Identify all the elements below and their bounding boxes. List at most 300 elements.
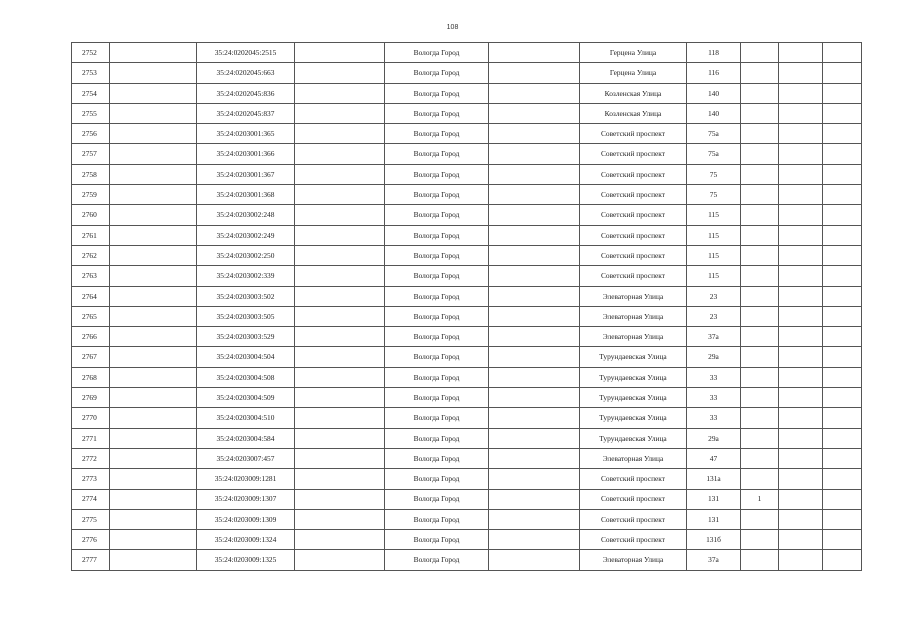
extra-cell bbox=[741, 530, 779, 550]
cadastral-number-cell: 35:24:0203002:250 bbox=[197, 245, 295, 265]
row-number-cell: 2763 bbox=[72, 266, 110, 286]
empty-cell bbox=[779, 286, 823, 306]
extra-cell bbox=[741, 164, 779, 184]
street-cell: Советский проспект bbox=[580, 266, 687, 286]
empty-cell bbox=[823, 205, 862, 225]
table-row bbox=[72, 164, 862, 184]
empty-cell bbox=[295, 367, 385, 387]
registry-table-body bbox=[72, 43, 862, 571]
table-row bbox=[72, 83, 862, 103]
empty-cell bbox=[489, 124, 580, 144]
house-number-cell: 75а bbox=[687, 144, 741, 164]
cadastral-number-cell: 35:24:0203009:1325 bbox=[197, 550, 295, 570]
empty-cell bbox=[489, 266, 580, 286]
extra-cell: 1 bbox=[741, 489, 779, 509]
row-number-cell: 2776 bbox=[72, 530, 110, 550]
empty-cell bbox=[295, 489, 385, 509]
cadastral-number-cell: 35:24:0203009:1281 bbox=[197, 469, 295, 489]
empty-cell bbox=[110, 469, 197, 489]
table-row bbox=[72, 509, 862, 529]
row-number-cell: 2764 bbox=[72, 286, 110, 306]
city-cell: Вологда Город bbox=[385, 489, 489, 509]
empty-cell bbox=[779, 43, 823, 63]
empty-cell bbox=[295, 550, 385, 570]
empty-cell bbox=[295, 205, 385, 225]
row-number-cell: 2766 bbox=[72, 327, 110, 347]
empty-cell bbox=[779, 144, 823, 164]
cadastral-number-cell: 35:24:0203007:457 bbox=[197, 448, 295, 468]
city-cell: Вологда Город bbox=[385, 469, 489, 489]
extra-cell bbox=[741, 124, 779, 144]
empty-cell bbox=[110, 428, 197, 448]
city-cell: Вологда Город bbox=[385, 509, 489, 529]
empty-cell bbox=[779, 124, 823, 144]
row-number-cell: 2760 bbox=[72, 205, 110, 225]
empty-cell bbox=[823, 306, 862, 326]
empty-cell bbox=[489, 286, 580, 306]
row-number-cell: 2756 bbox=[72, 124, 110, 144]
extra-cell bbox=[741, 388, 779, 408]
empty-cell bbox=[823, 550, 862, 570]
row-number-cell: 2765 bbox=[72, 306, 110, 326]
empty-cell bbox=[779, 388, 823, 408]
city-cell: Вологда Город bbox=[385, 205, 489, 225]
empty-cell bbox=[779, 245, 823, 265]
empty-cell bbox=[295, 509, 385, 529]
empty-cell bbox=[489, 550, 580, 570]
empty-cell bbox=[295, 327, 385, 347]
street-cell: Советский проспект bbox=[580, 124, 687, 144]
city-cell: Вологда Город bbox=[385, 83, 489, 103]
cadastral-number-cell: 35:24:0203003:529 bbox=[197, 327, 295, 347]
empty-cell bbox=[110, 266, 197, 286]
table-row bbox=[72, 286, 862, 306]
empty-cell bbox=[295, 347, 385, 367]
empty-cell bbox=[779, 327, 823, 347]
city-cell: Вологда Город bbox=[385, 225, 489, 245]
cadastral-number-cell: 35:24:0203009:1309 bbox=[197, 509, 295, 529]
cadastral-number-cell: 35:24:0203004:504 bbox=[197, 347, 295, 367]
street-cell: Элеваторная Улица bbox=[580, 448, 687, 468]
house-number-cell: 115 bbox=[687, 245, 741, 265]
row-number-cell: 2758 bbox=[72, 164, 110, 184]
table-row bbox=[72, 550, 862, 570]
empty-cell bbox=[295, 63, 385, 83]
empty-cell bbox=[779, 530, 823, 550]
empty-cell bbox=[779, 489, 823, 509]
empty-cell bbox=[779, 225, 823, 245]
cadastral-number-cell: 35:24:0203001:365 bbox=[197, 124, 295, 144]
empty-cell bbox=[823, 225, 862, 245]
empty-cell bbox=[295, 266, 385, 286]
empty-cell bbox=[295, 428, 385, 448]
empty-cell bbox=[110, 530, 197, 550]
registry-table bbox=[71, 42, 862, 571]
empty-cell bbox=[110, 144, 197, 164]
empty-cell bbox=[779, 63, 823, 83]
empty-cell bbox=[110, 509, 197, 529]
street-cell: Турундаевская Улица bbox=[580, 408, 687, 428]
empty-cell bbox=[110, 388, 197, 408]
house-number-cell: 115 bbox=[687, 225, 741, 245]
city-cell: Вологда Город bbox=[385, 185, 489, 205]
extra-cell bbox=[741, 63, 779, 83]
empty-cell bbox=[295, 144, 385, 164]
empty-cell bbox=[489, 63, 580, 83]
extra-cell bbox=[741, 245, 779, 265]
cadastral-number-cell: 35:24:0203003:502 bbox=[197, 286, 295, 306]
extra-cell bbox=[741, 83, 779, 103]
cadastral-number-cell: 35:24:0203001:367 bbox=[197, 164, 295, 184]
extra-cell bbox=[741, 185, 779, 205]
row-number-cell: 2757 bbox=[72, 144, 110, 164]
extra-cell bbox=[741, 428, 779, 448]
empty-cell bbox=[823, 103, 862, 123]
street-cell: Советский проспект bbox=[580, 489, 687, 509]
city-cell: Вологда Город bbox=[385, 124, 489, 144]
street-cell: Советский проспект bbox=[580, 144, 687, 164]
empty-cell bbox=[110, 43, 197, 63]
empty-cell bbox=[823, 509, 862, 529]
table-row bbox=[72, 225, 862, 245]
city-cell: Вологда Город bbox=[385, 428, 489, 448]
empty-cell bbox=[489, 388, 580, 408]
empty-cell bbox=[779, 550, 823, 570]
empty-cell bbox=[779, 347, 823, 367]
empty-cell bbox=[779, 428, 823, 448]
house-number-cell: 23 bbox=[687, 286, 741, 306]
row-number-cell: 2754 bbox=[72, 83, 110, 103]
empty-cell bbox=[489, 43, 580, 63]
table-row bbox=[72, 469, 862, 489]
empty-cell bbox=[779, 469, 823, 489]
house-number-cell: 118 bbox=[687, 43, 741, 63]
empty-cell bbox=[823, 83, 862, 103]
empty-cell bbox=[823, 286, 862, 306]
extra-cell bbox=[741, 367, 779, 387]
extra-cell bbox=[741, 144, 779, 164]
empty-cell bbox=[823, 428, 862, 448]
city-cell: Вологда Город bbox=[385, 63, 489, 83]
empty-cell bbox=[295, 103, 385, 123]
house-number-cell: 37а bbox=[687, 550, 741, 570]
cadastral-number-cell: 35:24:0202045:2515 bbox=[197, 43, 295, 63]
empty-cell bbox=[823, 408, 862, 428]
extra-cell bbox=[741, 205, 779, 225]
city-cell: Вологда Город bbox=[385, 103, 489, 123]
empty-cell bbox=[489, 347, 580, 367]
empty-cell bbox=[489, 469, 580, 489]
city-cell: Вологда Город bbox=[385, 327, 489, 347]
empty-cell bbox=[489, 408, 580, 428]
row-number-cell: 2775 bbox=[72, 509, 110, 529]
row-number-cell: 2759 bbox=[72, 185, 110, 205]
cadastral-number-cell: 35:24:0203002:249 bbox=[197, 225, 295, 245]
house-number-cell: 131 bbox=[687, 489, 741, 509]
table-row bbox=[72, 388, 862, 408]
empty-cell bbox=[110, 83, 197, 103]
house-number-cell: 23 bbox=[687, 306, 741, 326]
empty-cell bbox=[110, 124, 197, 144]
table-row bbox=[72, 327, 862, 347]
extra-cell bbox=[741, 43, 779, 63]
empty-cell bbox=[823, 245, 862, 265]
empty-cell bbox=[110, 205, 197, 225]
table-row bbox=[72, 266, 862, 286]
street-cell: Советский проспект bbox=[580, 509, 687, 529]
house-number-cell: 115 bbox=[687, 266, 741, 286]
empty-cell bbox=[110, 347, 197, 367]
empty-cell bbox=[295, 530, 385, 550]
street-cell: Элеваторная Улица bbox=[580, 306, 687, 326]
empty-cell bbox=[823, 63, 862, 83]
row-number-cell: 2774 bbox=[72, 489, 110, 509]
street-cell: Элеваторная Улица bbox=[580, 286, 687, 306]
empty-cell bbox=[295, 43, 385, 63]
empty-cell bbox=[295, 185, 385, 205]
empty-cell bbox=[489, 327, 580, 347]
row-number-cell: 2777 bbox=[72, 550, 110, 570]
extra-cell bbox=[741, 103, 779, 123]
street-cell: Элеваторная Улица bbox=[580, 327, 687, 347]
empty-cell bbox=[779, 367, 823, 387]
row-number-cell: 2769 bbox=[72, 388, 110, 408]
table-row bbox=[72, 306, 862, 326]
empty-cell bbox=[489, 185, 580, 205]
empty-cell bbox=[110, 103, 197, 123]
empty-cell bbox=[110, 489, 197, 509]
empty-cell bbox=[779, 509, 823, 529]
table-row bbox=[72, 124, 862, 144]
street-cell: Советский проспект bbox=[580, 469, 687, 489]
empty-cell bbox=[779, 103, 823, 123]
empty-cell bbox=[779, 448, 823, 468]
cadastral-number-cell: 35:24:0203002:339 bbox=[197, 266, 295, 286]
row-number-cell: 2762 bbox=[72, 245, 110, 265]
city-cell: Вологда Город bbox=[385, 347, 489, 367]
empty-cell bbox=[489, 306, 580, 326]
house-number-cell: 75 bbox=[687, 164, 741, 184]
empty-cell bbox=[489, 164, 580, 184]
empty-cell bbox=[110, 164, 197, 184]
extra-cell bbox=[741, 286, 779, 306]
city-cell: Вологда Город bbox=[385, 266, 489, 286]
empty-cell bbox=[823, 266, 862, 286]
city-cell: Вологда Город bbox=[385, 408, 489, 428]
empty-cell bbox=[295, 388, 385, 408]
empty-cell bbox=[110, 245, 197, 265]
empty-cell bbox=[489, 428, 580, 448]
empty-cell bbox=[295, 245, 385, 265]
empty-cell bbox=[110, 327, 197, 347]
empty-cell bbox=[489, 367, 580, 387]
row-number-cell: 2753 bbox=[72, 63, 110, 83]
extra-cell bbox=[741, 327, 779, 347]
empty-cell bbox=[295, 124, 385, 144]
row-number-cell: 2770 bbox=[72, 408, 110, 428]
row-number-cell: 2755 bbox=[72, 103, 110, 123]
extra-cell bbox=[741, 509, 779, 529]
empty-cell bbox=[779, 205, 823, 225]
street-cell: Турундаевская Улица bbox=[580, 347, 687, 367]
empty-cell bbox=[489, 509, 580, 529]
street-cell: Советский проспект bbox=[580, 164, 687, 184]
empty-cell bbox=[110, 550, 197, 570]
cadastral-number-cell: 35:24:0203004:508 bbox=[197, 367, 295, 387]
empty-cell bbox=[295, 83, 385, 103]
house-number-cell: 140 bbox=[687, 83, 741, 103]
empty-cell bbox=[489, 103, 580, 123]
house-number-cell: 29а bbox=[687, 347, 741, 367]
empty-cell bbox=[779, 83, 823, 103]
table-row bbox=[72, 43, 862, 63]
extra-cell bbox=[741, 469, 779, 489]
house-number-cell: 75а bbox=[687, 124, 741, 144]
empty-cell bbox=[779, 164, 823, 184]
house-number-cell: 33 bbox=[687, 388, 741, 408]
cadastral-number-cell: 35:24:0203009:1307 bbox=[197, 489, 295, 509]
extra-cell bbox=[741, 408, 779, 428]
house-number-cell: 33 bbox=[687, 408, 741, 428]
table-row bbox=[72, 530, 862, 550]
empty-cell bbox=[823, 124, 862, 144]
empty-cell bbox=[295, 286, 385, 306]
empty-cell bbox=[295, 469, 385, 489]
empty-cell bbox=[110, 63, 197, 83]
empty-cell bbox=[489, 83, 580, 103]
cadastral-number-cell: 35:24:0203004:584 bbox=[197, 428, 295, 448]
empty-cell bbox=[489, 489, 580, 509]
street-cell: Советский проспект bbox=[580, 185, 687, 205]
empty-cell bbox=[823, 144, 862, 164]
street-cell: Советский проспект bbox=[580, 245, 687, 265]
extra-cell bbox=[741, 225, 779, 245]
street-cell: Турундаевская Улица bbox=[580, 428, 687, 448]
table-row bbox=[72, 347, 862, 367]
street-cell: Советский проспект bbox=[580, 530, 687, 550]
street-cell: Элеваторная Улица bbox=[580, 550, 687, 570]
row-number-cell: 2772 bbox=[72, 448, 110, 468]
empty-cell bbox=[295, 448, 385, 468]
house-number-cell: 37а bbox=[687, 327, 741, 347]
empty-cell bbox=[823, 327, 862, 347]
cadastral-number-cell: 35:24:0202045:837 bbox=[197, 103, 295, 123]
empty-cell bbox=[779, 408, 823, 428]
empty-cell bbox=[823, 388, 862, 408]
row-number-cell: 2752 bbox=[72, 43, 110, 63]
table-row bbox=[72, 367, 862, 387]
cadastral-number-cell: 35:24:0203003:505 bbox=[197, 306, 295, 326]
row-number-cell: 2771 bbox=[72, 428, 110, 448]
extra-cell bbox=[741, 306, 779, 326]
empty-cell bbox=[295, 225, 385, 245]
empty-cell bbox=[779, 185, 823, 205]
empty-cell bbox=[823, 185, 862, 205]
table-row bbox=[72, 205, 862, 225]
street-cell: Козленская Улица bbox=[580, 103, 687, 123]
page-number: 108 bbox=[446, 24, 459, 31]
city-cell: Вологда Город bbox=[385, 367, 489, 387]
street-cell: Советский проспект bbox=[580, 205, 687, 225]
empty-cell bbox=[823, 489, 862, 509]
street-cell: Герцена Улица bbox=[580, 43, 687, 63]
row-number-cell: 2768 bbox=[72, 367, 110, 387]
street-cell: Козленская Улица bbox=[580, 83, 687, 103]
city-cell: Вологда Город bbox=[385, 448, 489, 468]
empty-cell bbox=[110, 408, 197, 428]
extra-cell bbox=[741, 347, 779, 367]
extra-cell bbox=[741, 448, 779, 468]
house-number-cell: 131б bbox=[687, 530, 741, 550]
extra-cell bbox=[741, 266, 779, 286]
empty-cell bbox=[823, 367, 862, 387]
empty-cell bbox=[110, 367, 197, 387]
city-cell: Вологда Город bbox=[385, 245, 489, 265]
table-row bbox=[72, 408, 862, 428]
empty-cell bbox=[489, 205, 580, 225]
city-cell: Вологда Город bbox=[385, 144, 489, 164]
street-cell: Герцена Улица bbox=[580, 63, 687, 83]
empty-cell bbox=[823, 164, 862, 184]
city-cell: Вологда Город bbox=[385, 164, 489, 184]
cadastral-number-cell: 35:24:0202045:663 bbox=[197, 63, 295, 83]
city-cell: Вологда Город bbox=[385, 530, 489, 550]
table-row bbox=[72, 103, 862, 123]
house-number-cell: 140 bbox=[687, 103, 741, 123]
city-cell: Вологда Город bbox=[385, 306, 489, 326]
empty-cell bbox=[823, 347, 862, 367]
street-cell: Турундаевская Улица bbox=[580, 388, 687, 408]
empty-cell bbox=[823, 530, 862, 550]
empty-cell bbox=[779, 306, 823, 326]
house-number-cell: 131 bbox=[687, 509, 741, 529]
house-number-cell: 47 bbox=[687, 448, 741, 468]
house-number-cell: 33 bbox=[687, 367, 741, 387]
cadastral-number-cell: 35:24:0203001:368 bbox=[197, 185, 295, 205]
table-row bbox=[72, 489, 862, 509]
table-row bbox=[72, 63, 862, 83]
city-cell: Вологда Город bbox=[385, 388, 489, 408]
row-number-cell: 2773 bbox=[72, 469, 110, 489]
street-cell: Турундаевская Улица bbox=[580, 367, 687, 387]
empty-cell bbox=[295, 164, 385, 184]
house-number-cell: 116 bbox=[687, 63, 741, 83]
city-cell: Вологда Город bbox=[385, 43, 489, 63]
row-number-cell: 2767 bbox=[72, 347, 110, 367]
empty-cell bbox=[489, 530, 580, 550]
empty-cell bbox=[823, 469, 862, 489]
cadastral-number-cell: 35:24:0203009:1324 bbox=[197, 530, 295, 550]
empty-cell bbox=[110, 286, 197, 306]
empty-cell bbox=[823, 43, 862, 63]
empty-cell bbox=[489, 225, 580, 245]
row-number-cell: 2761 bbox=[72, 225, 110, 245]
city-cell: Вологда Город bbox=[385, 286, 489, 306]
table-row bbox=[72, 144, 862, 164]
house-number-cell: 29а bbox=[687, 428, 741, 448]
cadastral-number-cell: 35:24:0203004:510 bbox=[197, 408, 295, 428]
street-cell: Советский проспект bbox=[580, 225, 687, 245]
empty-cell bbox=[110, 448, 197, 468]
empty-cell bbox=[295, 408, 385, 428]
table-row bbox=[72, 245, 862, 265]
table-row bbox=[72, 448, 862, 468]
empty-cell bbox=[489, 245, 580, 265]
empty-cell bbox=[110, 306, 197, 326]
empty-cell bbox=[779, 266, 823, 286]
empty-cell bbox=[823, 448, 862, 468]
empty-cell bbox=[489, 144, 580, 164]
